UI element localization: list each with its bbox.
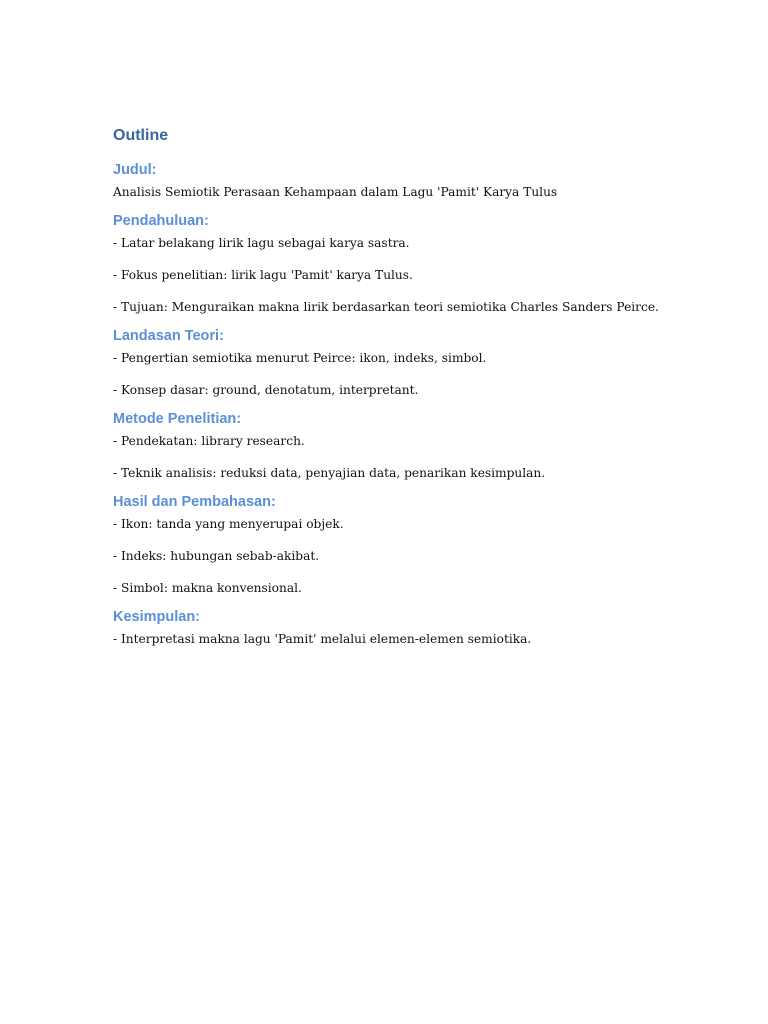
section-heading: Judul: — [113, 162, 157, 178]
section-line: - Pengertian semiotika menurut Peirce: ikon, indeks, simbol. — [113, 351, 487, 365]
document-title: Outline — [113, 127, 169, 144]
section-heading: Kesimpulan: — [113, 609, 201, 625]
section-line: Analisis Semiotik Perasaan Kehampaan dalam Lagu 'Pamit' Karya Tulus — [113, 185, 558, 199]
section-line: - Simbol: makna konvensional. — [113, 581, 302, 595]
section-heading: Landasan Teori: — [113, 328, 224, 344]
section-landasan-teori — [113, 326, 713, 400]
section-kesimpulan — [113, 607, 713, 649]
section-heading: Hasil dan Pembahasan: — [113, 494, 276, 510]
section-line: - Konsep dasar: ground, denotatum, interpretant. — [113, 383, 419, 397]
section-metode-penelitian — [113, 409, 713, 483]
section-pendahuluan — [113, 211, 713, 317]
section-line: - Interpretasi makna lagu 'Pamit' melalui elemen-elemen semiotika. — [113, 632, 532, 646]
section-heading: Metode Penelitian: — [113, 411, 242, 427]
section-line: - Fokus penelitian: lirik lagu 'Pamit' karya Tulus. — [113, 268, 413, 282]
section-line: - Latar belakang lirik lagu sebagai karya sastra. — [113, 236, 410, 250]
section-heading: Pendahuluan: — [113, 213, 209, 229]
section-line: - Pendekatan: library research. — [113, 434, 305, 448]
section-line: - Tujuan: Menguraikan makna lirik berdasarkan teori semiotika Charles Sanders Peirce. — [113, 300, 659, 314]
section-hasil-pembahasan — [113, 492, 713, 598]
section-line: - Indeks: hubungan sebab-akibat. — [113, 549, 320, 563]
section-judul — [113, 160, 713, 202]
section-line: - Teknik analisis: reduksi data, penyajian data, penarikan kesimpulan. — [113, 466, 546, 480]
document-page — [113, 125, 713, 658]
section-line: - Ikon: tanda yang menyerupai objek. — [113, 517, 344, 531]
